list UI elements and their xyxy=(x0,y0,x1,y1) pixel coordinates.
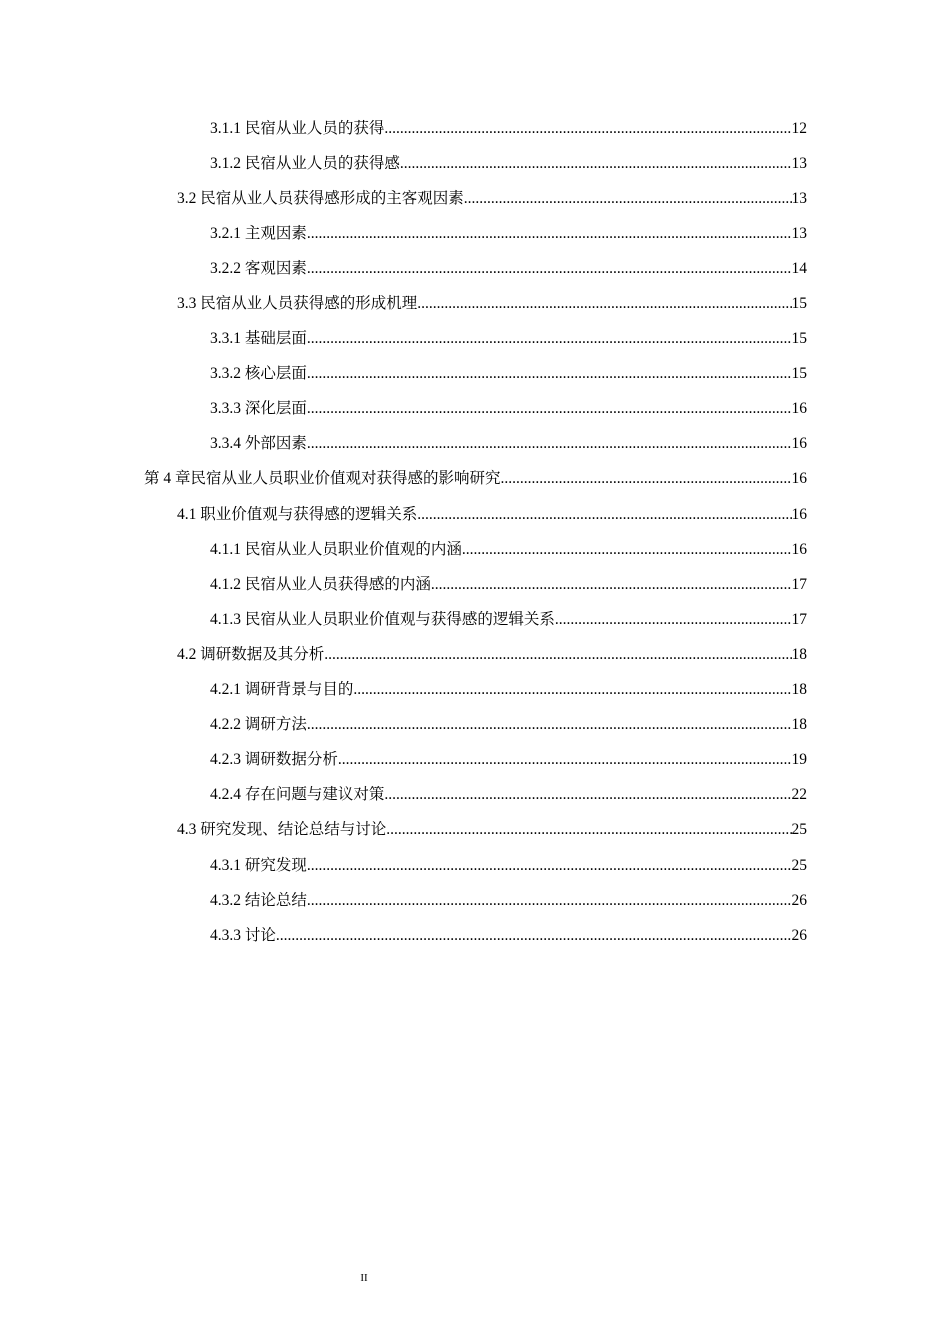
toc-dot-leader xyxy=(307,224,792,244)
toc-entry-title: 4.3.3 讨论 xyxy=(210,926,276,944)
toc-entry-page: 14 xyxy=(791,259,807,277)
toc-entry-title: 3.3.1 基础层面 xyxy=(210,330,307,348)
toc-entry-page: 16 xyxy=(791,470,807,488)
toc-entry-page: 19 xyxy=(791,751,807,769)
toc-dot-leader xyxy=(307,399,792,419)
toc-dot-leader xyxy=(384,119,791,139)
toc-entry[interactable] xyxy=(0,848,950,883)
toc-entry[interactable] xyxy=(0,357,950,392)
toc-entry[interactable] xyxy=(0,567,950,602)
toc-entry-page: 18 xyxy=(791,645,807,663)
toc-entry-page: 26 xyxy=(791,891,807,909)
toc-entry-title: 4.3.2 结论总结 xyxy=(210,891,307,909)
toc-entry[interactable] xyxy=(0,111,950,146)
toc-entry-title: 3.3 民宿从业人员获得感的形成机理 xyxy=(177,295,418,313)
toc-dot-leader xyxy=(307,856,792,876)
toc-entry-title: 3.2 民宿从业人员获得感形成的主客观因素 xyxy=(177,189,464,207)
toc-entry-page: 15 xyxy=(791,295,807,313)
toc-dot-leader xyxy=(307,715,792,735)
toc-entry-title: 4.2.1 调研背景与目的 xyxy=(210,681,354,699)
toc-entry-title: 4.2.4 存在问题与建议对策 xyxy=(210,786,385,804)
toc-dot-leader xyxy=(276,926,792,946)
toc-entry-page: 26 xyxy=(791,926,807,944)
page-number: II xyxy=(360,1272,368,1284)
toc-entry[interactable] xyxy=(0,251,950,286)
toc-dot-leader xyxy=(307,891,792,911)
toc-entry-page: 25 xyxy=(791,856,807,874)
toc-entry-title: 4.3.1 研究发现 xyxy=(210,856,307,874)
toc-entry-title: 4.2.3 调研数据分析 xyxy=(210,751,338,769)
toc-entry[interactable] xyxy=(0,146,950,181)
toc-entry[interactable] xyxy=(0,778,950,813)
toc-entry-title: 3.3.4 外部因素 xyxy=(210,435,307,453)
toc-entry[interactable] xyxy=(0,743,950,778)
toc-dot-leader xyxy=(338,750,792,770)
toc-entry-title: 4.1.1 民宿从业人员职业价值观的内涵 xyxy=(210,540,462,558)
toc-entry-page: 12 xyxy=(791,119,807,137)
toc-entry-title: 3.1.2 民宿从业人员的获得感 xyxy=(210,154,400,172)
toc-entry-title: 4.2.2 调研方法 xyxy=(210,716,307,734)
toc-entry[interactable] xyxy=(0,918,950,953)
toc-dot-leader xyxy=(384,785,791,805)
toc-dot-leader xyxy=(400,154,792,174)
toc-dot-leader xyxy=(464,189,792,209)
toc-entry-page: 18 xyxy=(791,681,807,699)
toc-dot-leader xyxy=(307,364,792,384)
toc-entry-page: 16 xyxy=(791,400,807,418)
toc-dot-leader xyxy=(417,294,791,314)
toc-entry[interactable] xyxy=(0,497,950,532)
toc-dot-leader xyxy=(353,680,791,700)
toc-entry-title: 4.1.3 民宿从业人员职业价值观与获得感的逻辑关系 xyxy=(210,610,555,628)
toc-dot-leader xyxy=(324,645,791,665)
toc-entry[interactable] xyxy=(0,532,950,567)
toc-entry-page: 16 xyxy=(791,505,807,523)
toc-entry[interactable] xyxy=(0,322,950,357)
toc-entry[interactable] xyxy=(0,462,950,497)
toc-entry-title: 4.1.2 民宿从业人员获得感的内涵 xyxy=(210,575,431,593)
toc-entry-title: 3.2.2 客观因素 xyxy=(210,259,307,277)
toc-entry[interactable] xyxy=(0,286,950,321)
toc-entry[interactable] xyxy=(0,427,950,462)
toc-entry-page: 15 xyxy=(791,365,807,383)
toc-entry-page: 13 xyxy=(791,224,807,242)
toc-entry-page: 16 xyxy=(791,540,807,558)
toc-entry-title: 3.1.1 民宿从业人员的获得 xyxy=(210,119,385,137)
toc-entry-page: 18 xyxy=(791,716,807,734)
toc-dot-leader xyxy=(307,329,792,349)
toc-entry-title: 4.1 职业价值观与获得感的逻辑关系 xyxy=(177,505,418,523)
toc-entry-page: 15 xyxy=(791,330,807,348)
toc-entry-title: 4.3 研究发现、结论总结与讨论 xyxy=(177,821,387,839)
toc-entry-title: 3.3.2 核心层面 xyxy=(210,365,307,383)
toc-entry-title: 3.2.1 主观因素 xyxy=(210,224,307,242)
toc-dot-leader xyxy=(462,540,792,560)
toc-entry-page: 17 xyxy=(791,575,807,593)
toc-entry-page: 22 xyxy=(791,786,807,804)
toc-entry-title: 4.2 调研数据及其分析 xyxy=(177,645,325,663)
toc-entry[interactable] xyxy=(0,708,950,743)
toc-dot-leader xyxy=(501,469,792,489)
toc-entry[interactable] xyxy=(0,392,950,427)
toc-dot-leader xyxy=(417,505,791,525)
toc-entry-title: 3.3.3 深化层面 xyxy=(210,400,307,418)
toc-entry-page: 17 xyxy=(791,610,807,628)
toc-entry[interactable] xyxy=(0,883,950,918)
toc-dot-leader xyxy=(555,610,792,630)
toc-dot-leader xyxy=(307,434,792,454)
toc-entry-page: 16 xyxy=(791,435,807,453)
toc-entry[interactable] xyxy=(0,637,950,672)
toc-dot-leader xyxy=(431,575,792,595)
toc-entry[interactable] xyxy=(0,813,950,848)
toc-dot-leader xyxy=(307,259,792,279)
toc-entry[interactable] xyxy=(0,216,950,251)
toc-entry-page: 25 xyxy=(791,821,807,839)
toc-entry-page: 13 xyxy=(791,154,807,172)
toc-dot-leader xyxy=(386,820,791,840)
toc-entry[interactable] xyxy=(0,181,950,216)
table-of-contents xyxy=(0,111,950,953)
toc-entry-title: 第 4 章民宿从业人员职业价值观对获得感的影响研究 xyxy=(144,470,501,488)
toc-entry[interactable] xyxy=(0,673,950,708)
toc-entry[interactable] xyxy=(0,602,950,637)
toc-entry-page: 13 xyxy=(791,189,807,207)
